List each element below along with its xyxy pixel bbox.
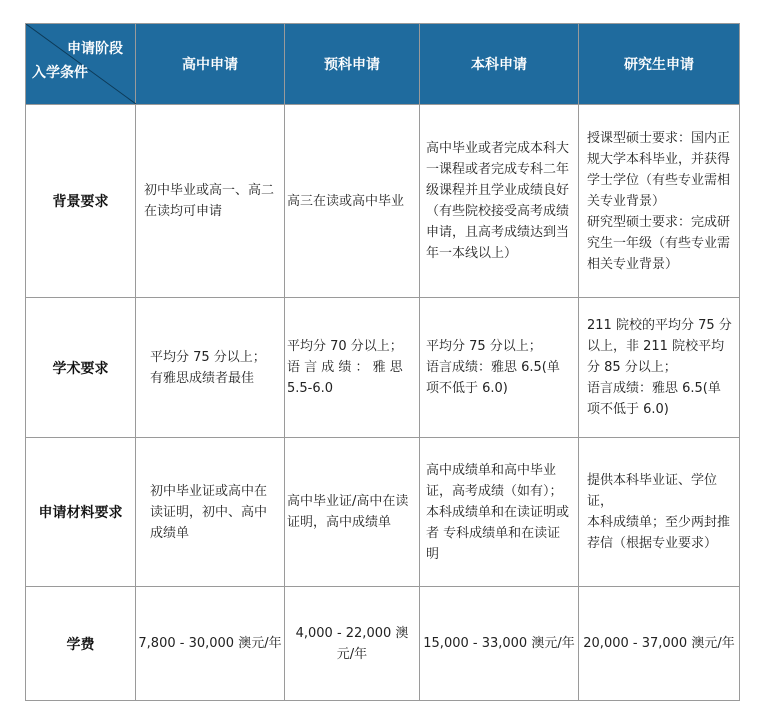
column-header-postgraduate: 研究生申请 [579, 24, 740, 105]
cell-text: （有些院校接受高考成绩申请，且高考成绩达到当年一本线以上） [426, 204, 570, 261]
tuition-value: 15,000 - 33,000 澳元/年 [423, 636, 575, 651]
cell-text: 高中毕业证/高中在读证明，高中成绩单 [287, 494, 409, 530]
table-cell [420, 298, 579, 438]
cell-text: 平均分 75 分以上； [426, 339, 542, 354]
cell-text: 平均分 75 分以上； [150, 349, 266, 365]
cell-text: 语 言 成 绩 ： 雅 思 5.5-6.0 [287, 360, 403, 396]
table-cell [579, 438, 740, 587]
table-cell [285, 298, 420, 438]
table-cell [136, 105, 285, 298]
table-cell [420, 438, 579, 587]
table-cell [285, 587, 420, 701]
tuition-value: 4,000 - 22,000 澳元/年 [295, 625, 409, 662]
table-row-background [26, 105, 740, 298]
admission-requirements-table [25, 23, 740, 701]
table-cell [136, 298, 285, 438]
column-header-undergraduate: 本科申请 [420, 24, 579, 105]
table-cell [579, 105, 740, 298]
cell-text: 高中毕业或者完成本科大一课程或者完成专科二年级课程并且学业成绩良好 [426, 141, 570, 198]
table-row-tuition [26, 587, 740, 701]
table-cell [420, 587, 579, 701]
cell-text: 有雅思成绩者最佳 [150, 370, 255, 386]
cell-text: 语言成绩：雅思 6.5(单项不低于 6.0) [587, 381, 721, 417]
tuition-value: 20,000 - 37,000 澳元/年 [583, 636, 735, 651]
cell-text: 初中毕业或高一、高二在读均可申请 [144, 183, 275, 219]
cell-text: 平均分 70 分以上； [287, 339, 403, 354]
cell-text: 本科成绩单；至少两封推荐信（根据专业要求） [587, 515, 731, 551]
cell-text: 研究型硕士要求：完成研究生一年级（有些专业需相关专业背景） [587, 214, 731, 272]
table-cell [285, 438, 420, 587]
row-label: 学费 [26, 587, 136, 701]
table-cell [420, 105, 579, 298]
cell-text: 高中成绩单和高中毕业证，高考成绩（如有）；本科成绩单和在读证明或者 专科成绩单和在读证明 [426, 462, 570, 562]
table-cell [579, 298, 740, 438]
row-label: 申请材料要求 [26, 438, 136, 587]
table-cell [285, 105, 420, 298]
table-row-academic [26, 298, 740, 438]
table-cell [136, 438, 285, 587]
table-cell [136, 587, 285, 701]
corner-top-label: 申请阶段 [67, 41, 123, 57]
header-row [26, 24, 740, 105]
tuition-value: 7,800 - 30,000 澳元/年 [138, 636, 282, 651]
cell-text: 高三在读或高中毕业 [287, 193, 405, 209]
cell-text: 授课型硕士要求：国内正规大学本科毕业，并获得学士学位（有些专业需相关专业背景） [587, 130, 731, 209]
corner-header [26, 24, 136, 105]
cell-text: 语言成绩：雅思 6.5(单项不低于 6.0) [426, 360, 560, 396]
table-cell [579, 587, 740, 701]
cell-text: 初中毕业证或高中在读证明，初中、高中成绩单 [150, 483, 268, 541]
cell-text: 提供本科毕业证、学位证， [587, 473, 718, 509]
column-header-highschool: 高中申请 [136, 24, 285, 105]
table-row-materials [26, 438, 740, 587]
row-label: 背景要求 [26, 105, 136, 298]
column-header-foundation: 预科申请 [285, 24, 420, 105]
row-label: 学术要求 [26, 298, 136, 438]
cell-text: 211 院校的平均分 75 分以上，非 211 院校平均分 85 分以上； [587, 318, 732, 375]
corner-bottom-label: 入学条件 [32, 65, 88, 81]
